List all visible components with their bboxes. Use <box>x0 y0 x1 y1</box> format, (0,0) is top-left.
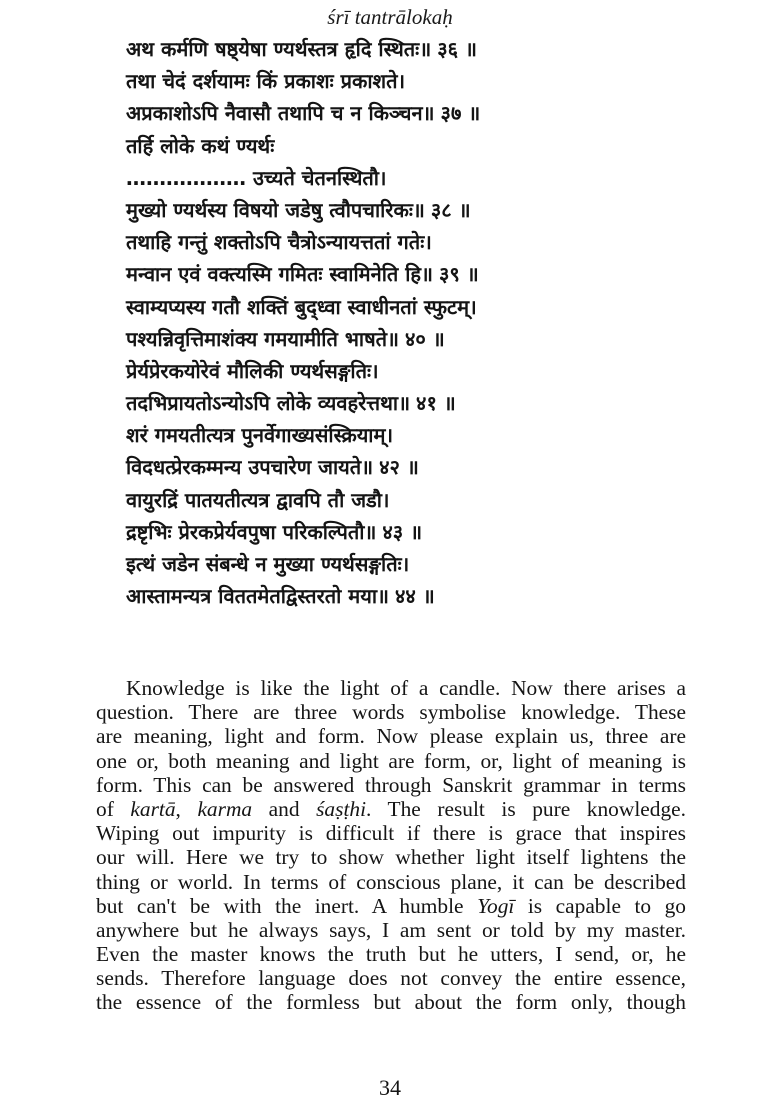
sanskrit-verses <box>126 33 686 612</box>
text-run: . The result is pure knowledge. <box>366 796 686 821</box>
commentary-line <box>96 797 686 821</box>
verse-text: तथा चेदं दर्शयामः किं प्रकाशः प्रकाशते। <box>126 69 406 94</box>
verse-text: वायुरद्रिं पातयतीत्यत्र द्वावपि तौ जडौ। <box>126 487 390 512</box>
verse-line <box>126 355 686 387</box>
verse-text: विदधत्प्रेरकम्मन्य उपचारेण जायते॥ <box>126 455 374 480</box>
commentary-line <box>96 966 686 990</box>
verse-text: तथाहि गन्तुं शक्तोऽपि चैत्रोऽन्यायत्ततां गतेः। <box>126 230 432 255</box>
commentary-line <box>96 845 686 869</box>
verse-text: आस्तामन्यत्र विततमेतद्विस्तरतो मया॥ <box>126 584 390 609</box>
text-run: question. There are three words symbolise knowledge. These <box>96 700 686 725</box>
verse-text: मुख्यो ण्यर्थस्य विषयो जडेषु त्वौपचारिकः॥ <box>126 197 425 222</box>
text-run: , <box>175 796 198 821</box>
italic-term: śaṣṭhi <box>316 796 367 821</box>
commentary-line <box>96 724 686 748</box>
text-run: Wiping out impurity is difficult if there is grace that inspires <box>96 821 686 846</box>
verse-text: पश्यन्निवृत्तिमाशंक्य गमयामीति भाषते॥ <box>126 326 400 351</box>
text-run: Knowledge is like the light of a candle. Now there arises a <box>126 676 686 700</box>
commentary-line <box>96 821 686 845</box>
verse-text: शरं गमयतीत्यत्र पुनर्वेगाख्यसंस्क्रियाम्। <box>126 423 394 448</box>
italic-term: Yogī <box>477 893 515 918</box>
commentary-line <box>96 870 686 894</box>
text-run: and <box>252 796 317 821</box>
verse-text: ……………… उच्यते चेतनस्थितौ। <box>126 165 387 190</box>
commentary-line <box>96 700 686 724</box>
verse-line <box>126 419 686 451</box>
verse-line <box>126 162 686 194</box>
text-run: anywhere but he always says, I am sent or told by my master. <box>96 917 686 942</box>
verse-line <box>126 130 686 162</box>
text-run: form. This can be answered through Sanskrit grammar in terms <box>96 772 686 797</box>
verse-line <box>126 323 686 355</box>
text-run: of <box>96 796 131 821</box>
verse-line <box>126 258 686 290</box>
verse-number: ३६ ॥ <box>437 37 477 61</box>
commentary-line <box>96 942 686 966</box>
verse-line <box>126 451 686 483</box>
verse-line <box>126 548 686 580</box>
text-run: are meaning, light and form. Now please explain us, three are <box>96 724 686 749</box>
verse-text: द्रष्टृभिः प्रेरकप्रेर्यवपुषा परिकल्पितौ॥ <box>126 519 377 544</box>
verse-line <box>126 226 686 258</box>
text-run: sends. Therefore language does not convey the entire essence, <box>96 966 686 991</box>
italic-term: karma <box>197 796 253 821</box>
text-run: Even the master knows the truth but he utters, I send, or, he <box>96 942 686 967</box>
verse-line <box>126 484 686 516</box>
verse-text: अथ कर्मणि षष्ठ्येषा ण्यर्थस्तत्र हृदि स्थितः॥ <box>126 37 432 61</box>
text-run: one or, both meaning and light are form, or, light of meaning is <box>96 748 686 773</box>
text-run: our will. Here we try to show whether light itself lightens the <box>96 845 686 870</box>
verse-line <box>126 516 686 548</box>
verse-number: ४१ ॥ <box>416 391 456 416</box>
english-commentary <box>96 676 686 1015</box>
verse-text: तदभिप्रायतोऽन्योऽपि लोके व्यवहरेत्तथा॥ <box>126 391 411 416</box>
verse-line <box>126 97 686 129</box>
verse-number: ४२ ॥ <box>379 455 419 480</box>
verse-line <box>126 387 686 419</box>
verse-line <box>126 291 686 323</box>
verse-text: स्वाम्यप्यस्य गतौ शक्तिं बुद्ध्वा स्वाधीनतां स्फुटम्। <box>126 294 477 319</box>
commentary-line <box>96 676 686 700</box>
page-number: 34 <box>379 1075 401 1100</box>
verse-number: ४३ ॥ <box>382 519 423 544</box>
verse-number: ४० ॥ <box>405 326 445 351</box>
verse-text: इत्थं जडेन संबन्धे न मुख्या ण्यर्थसङ्गतिः। <box>126 552 410 576</box>
verse-line <box>126 65 686 97</box>
text-run: the essence of the formless but about the form only, though <box>96 990 686 1015</box>
verse-number: ४४ ॥ <box>395 584 435 609</box>
running-head: śrī tantrālokaḥ <box>327 5 453 29</box>
commentary-line <box>96 918 686 942</box>
verse-text: प्रेर्यप्रेरकयोरेवं मौलिकी ण्यर्थसङ्गतिः। <box>126 358 379 383</box>
italic-term: kartā <box>130 796 176 821</box>
verse-number: ३७ ॥ <box>440 101 481 126</box>
verse-line <box>126 580 686 612</box>
verse-line <box>126 33 686 65</box>
verse-number: ३८ ॥ <box>430 197 471 222</box>
commentary-line <box>96 773 686 797</box>
verse-line <box>126 194 686 226</box>
commentary-line <box>96 990 686 1014</box>
verse-text: अप्रकाशोऽपि नैवासौ तथापि च न किञ्चन॥ <box>126 101 435 126</box>
commentary-line <box>96 894 686 918</box>
text-run: is capable to go <box>514 893 686 918</box>
verse-text: तर्हि लोके कथं ण्यर्थः <box>126 133 275 158</box>
text-run: thing or world. In terms of conscious plane, it can be described <box>96 869 686 894</box>
verse-number: ३९ ॥ <box>439 262 479 287</box>
verse-text: मन्वान एवं वक्त्यस्मि गमितः स्वामिनेति हि॥ <box>126 262 434 287</box>
commentary-line <box>96 749 686 773</box>
text-run: but can't be with the inert. A humble <box>96 893 478 918</box>
